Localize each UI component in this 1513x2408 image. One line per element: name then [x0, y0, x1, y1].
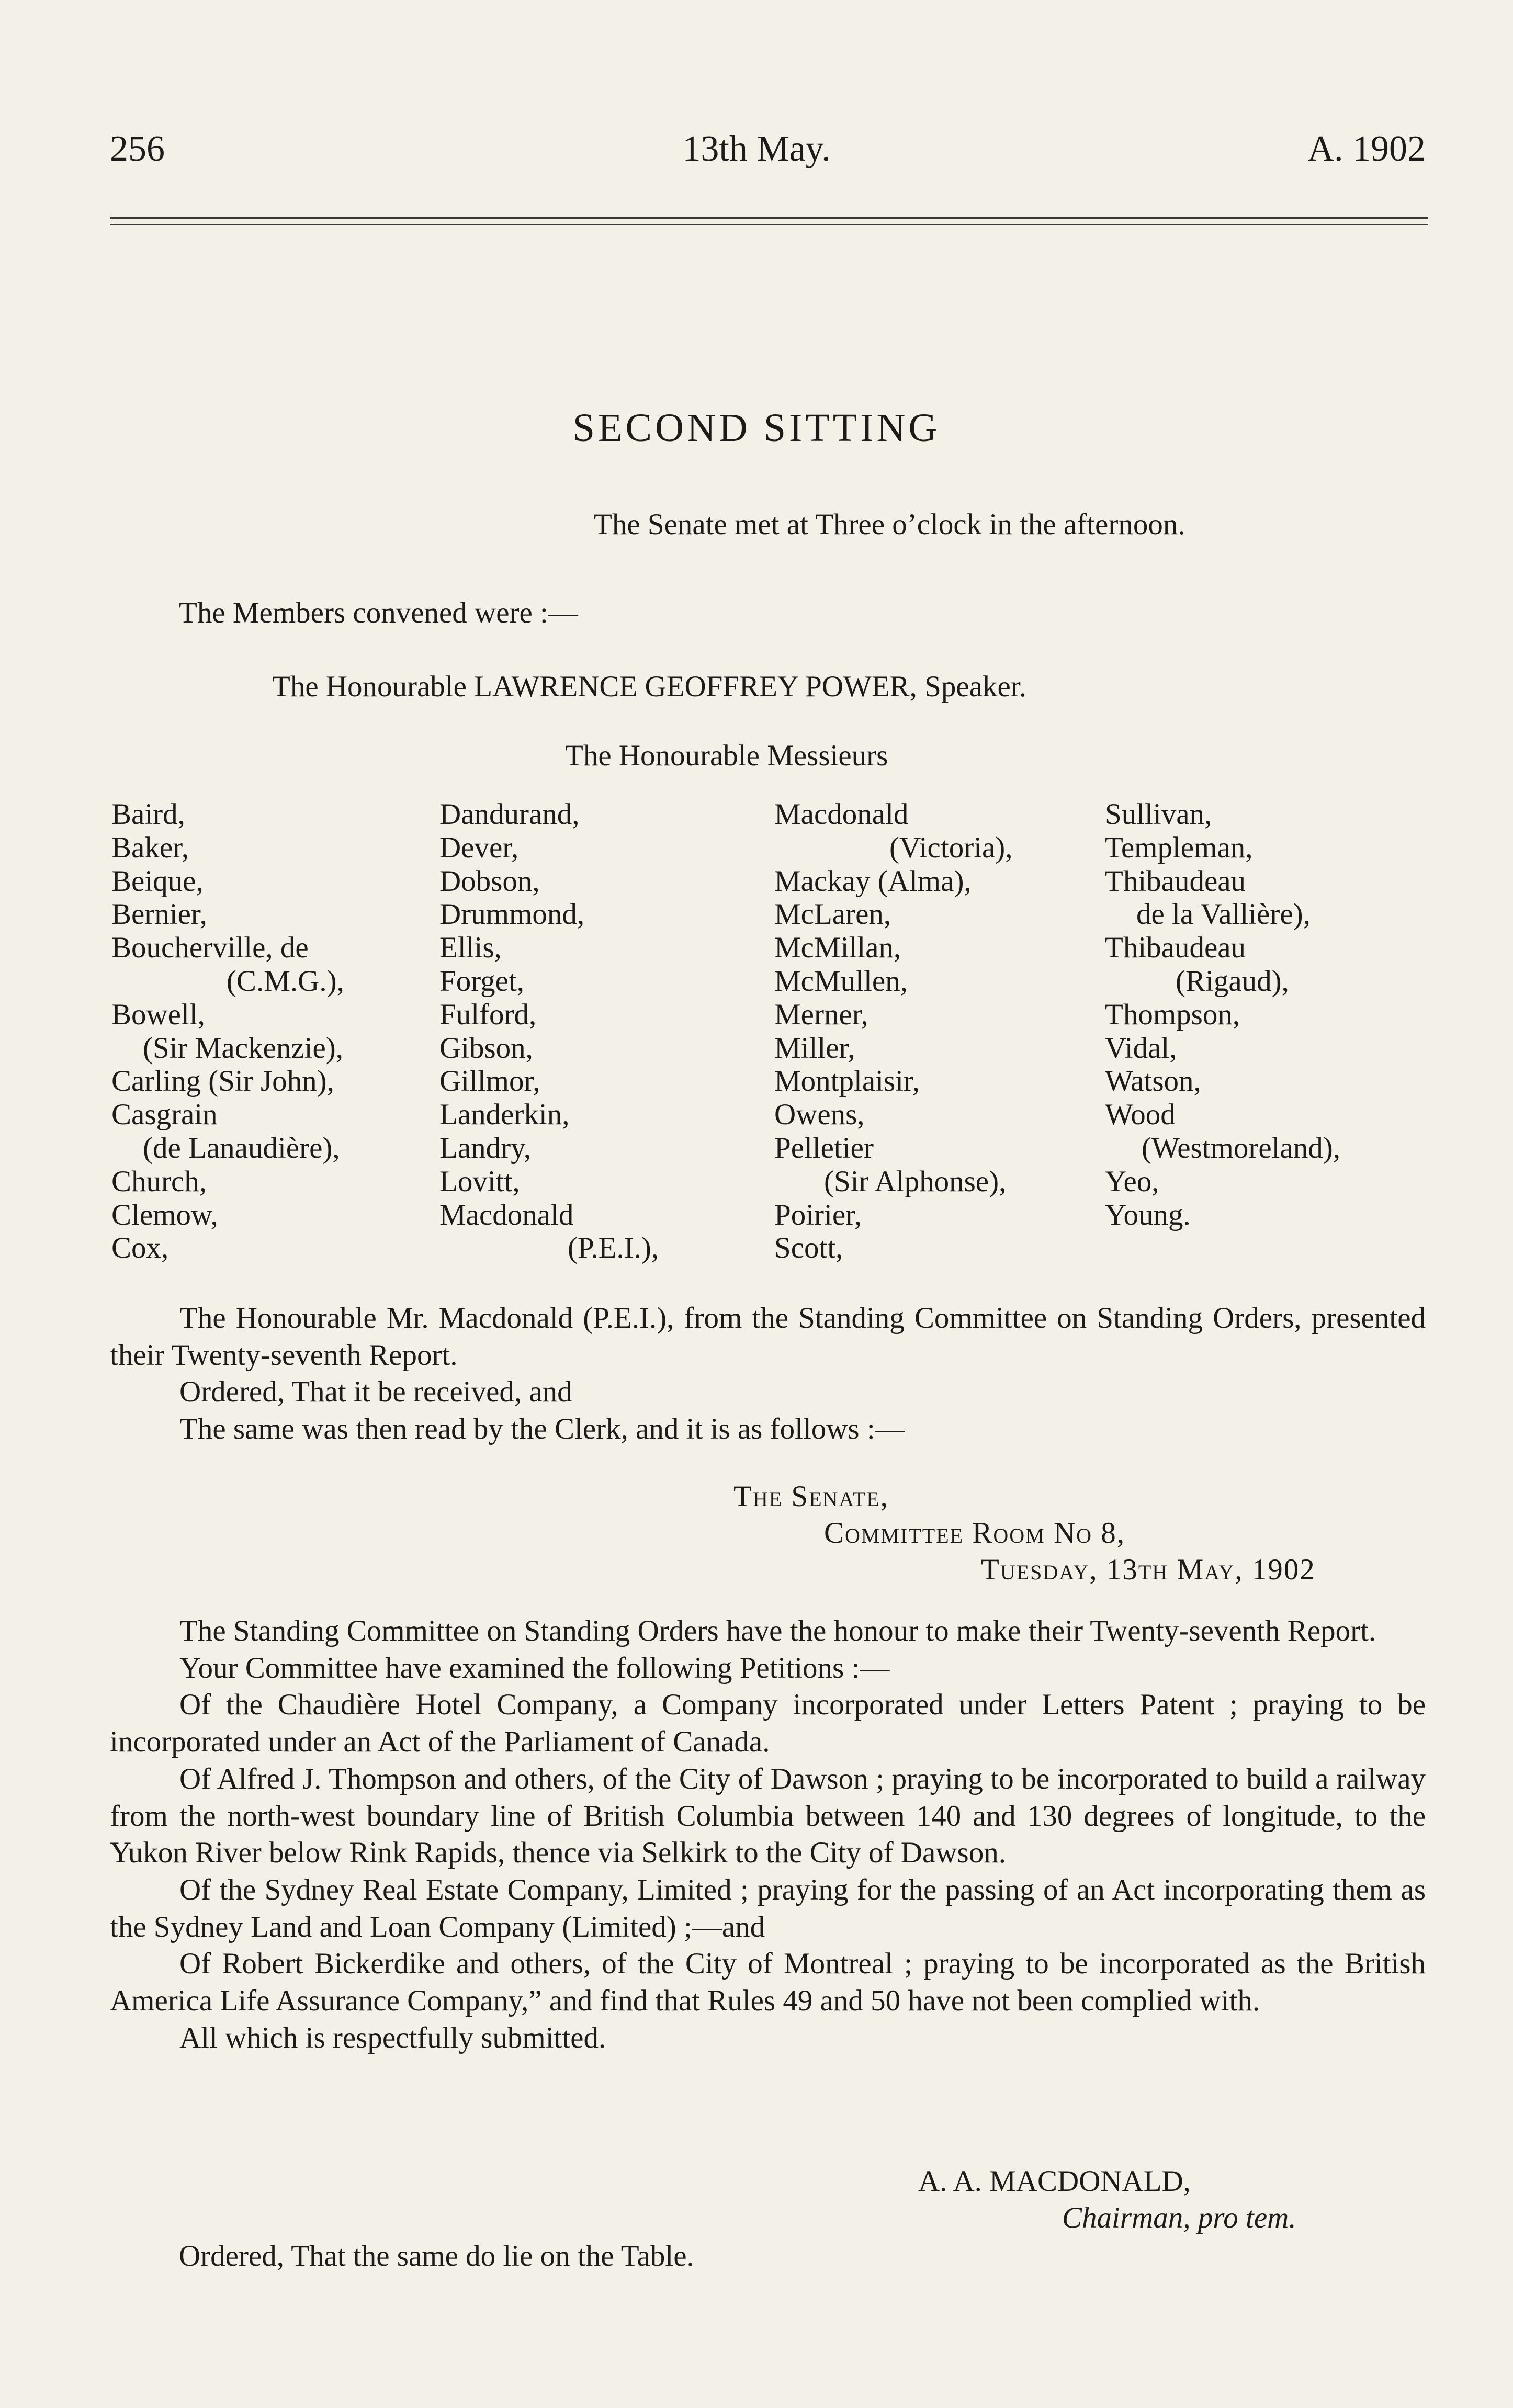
- member-name: Templeman,: [1105, 831, 1253, 864]
- member-name: Wood: [1105, 1098, 1176, 1132]
- member-name: Watson,: [1105, 1065, 1201, 1098]
- member-name: Dobson,: [439, 864, 540, 898]
- meeting-statement: The Senate met at Three o’clock in the afternoon.: [594, 508, 1185, 541]
- closing-order: Ordered, That the same do lie on the Table.: [179, 2240, 694, 2273]
- member-name: Young.: [1105, 1198, 1191, 1231]
- members-column-1: [111, 798, 344, 1265]
- member-name: McMillan,: [774, 931, 901, 965]
- member-name: Thompson,: [1105, 998, 1240, 1031]
- member-name: Macdonald: [439, 1198, 574, 1231]
- report-paragraph: The Standing Committee on Standing Orders have the honour to make their Twenty-seventh Report.: [179, 1614, 1376, 1647]
- member-name: McMullen,: [774, 964, 908, 998]
- header-rule-top: [110, 217, 1428, 219]
- member-name: Poirier,: [774, 1198, 862, 1231]
- member-name: Ellis,: [439, 931, 502, 965]
- member-name: Mackay (Alma),: [774, 864, 972, 898]
- member-name: Sullivan,: [1105, 798, 1212, 831]
- member-name: Macdonald: [774, 798, 909, 831]
- member-name: (de Lanaudière),: [143, 1131, 340, 1165]
- member-name: Dandurand,: [439, 798, 580, 831]
- member-name: Thibaudeau: [1105, 931, 1246, 965]
- read-by-clerk: The same was then read by the Clerk, and it is as follows :—: [179, 1412, 905, 1446]
- member-name: McLaren,: [774, 898, 891, 931]
- member-name: Yeo,: [1105, 1165, 1159, 1198]
- member-name: Montplaisir,: [774, 1065, 920, 1098]
- member-name: (Westmoreland),: [1142, 1131, 1341, 1165]
- member-name: Miller,: [774, 1031, 855, 1065]
- member-name: Pelletier: [774, 1131, 874, 1165]
- report-paragraph: Of the Sydney Real Estate Company, Limited ; praying for the passing of an Act incorporating them as the Sydney Land and Loan Company (Limited) ;—and: [110, 1873, 1426, 1943]
- member-name: Owens,: [774, 1098, 865, 1132]
- member-name: Beique,: [111, 864, 204, 898]
- report-paragraph: Of the Chaudière Hotel Company, a Company incorporated under Letters Patent ; praying to be incorporated under an Act of the Parliament of Canada.: [110, 1688, 1426, 1759]
- member-name: (P.E.I.),: [568, 1231, 659, 1265]
- member-name: Vidal,: [1105, 1031, 1177, 1065]
- signature-title: Chairman, pro tem.: [1062, 2201, 1296, 2234]
- section-title: SECOND SITTING: [572, 406, 941, 450]
- member-name: Baird,: [111, 798, 185, 831]
- messieurs-heading: The Honourable Messieurs: [565, 739, 888, 772]
- report-paragraph: Of Alfred J. Thompson and others, of the City of Dawson ; praying to be incorporated to build a railway from the north-west boundary line of British Columbia between 140 and 130 degrees of longitude, to the Yukon River below Rink Rapids, thence via Selkirk to the City of Dawson.: [110, 1762, 1426, 1870]
- report-intro: [110, 1300, 1426, 1448]
- members-column-2: [439, 798, 659, 1265]
- order-received: Ordered, That it be received, and: [179, 1375, 572, 1409]
- members-convened: The Members convened were :—: [179, 596, 578, 629]
- member-name: Bowell,: [111, 998, 205, 1031]
- page-year: A. 1902: [1307, 129, 1426, 169]
- member-name: Forget,: [439, 964, 525, 998]
- member-name: Bernier,: [111, 898, 207, 931]
- member-name: Baker,: [111, 831, 189, 864]
- members-column-3: [774, 798, 1013, 1265]
- member-name: Gibson,: [439, 1031, 533, 1065]
- member-name: Dever,: [439, 831, 519, 864]
- member-name: Casgrain: [111, 1098, 218, 1132]
- member-name: de la Vallière),: [1136, 898, 1311, 931]
- member-name: Cox,: [111, 1231, 169, 1265]
- report-body: [110, 1613, 1426, 2056]
- member-name: Carling (Sir John),: [111, 1065, 334, 1098]
- member-name: Boucherville, de: [111, 931, 309, 965]
- signature-name: A. A. MACDONALD,: [918, 2165, 1191, 2198]
- member-name: (Rigaud),: [1176, 964, 1289, 998]
- address-date: Tuesday, 13th May, 1902: [981, 1553, 1316, 1586]
- member-name: Clemow,: [111, 1198, 218, 1231]
- member-name: Landry,: [439, 1131, 532, 1165]
- report-paragraph: Your Committee have examined the following Petitions :—: [179, 1651, 890, 1685]
- member-name: (C.M.G.),: [227, 964, 344, 998]
- member-name: (Sir Mackenzie),: [143, 1031, 343, 1065]
- member-name: Landerkin,: [439, 1098, 570, 1132]
- page-date: 13th May.: [682, 129, 831, 169]
- members-column-4: [1105, 798, 1340, 1231]
- address-committee-room: Committee Room No 8,: [824, 1517, 1126, 1550]
- member-name: Gillmor,: [439, 1065, 540, 1098]
- member-name: Merner,: [774, 998, 868, 1031]
- speaker-line: The Honourable LAWRENCE GEOFFREY POWER, Speaker.: [272, 670, 1026, 703]
- header-rule-bottom: [110, 224, 1428, 225]
- member-name: Thibaudeau: [1105, 864, 1246, 898]
- report-presented: The Honourable Mr. Macdonald (P.E.I.), from the Standing Committee on Standing Orders, presented their Twenty-seventh Report.: [110, 1302, 1426, 1372]
- report-paragraph: All which is respectfully submitted.: [179, 2021, 606, 2054]
- member-name: Fulford,: [439, 998, 537, 1031]
- member-name: (Sir Alphonse),: [824, 1165, 1007, 1198]
- report-paragraph: Of Robert Bickerdike and others, of the City of Montreal ; praying to be incorporated as the British America Life Assurance Company,” and find that Rules 49 and 50 have not been complied with.: [110, 1947, 1426, 2018]
- member-name: Lovitt,: [439, 1165, 520, 1198]
- member-name: Church,: [111, 1165, 207, 1198]
- member-name: Drummond,: [439, 898, 585, 931]
- member-name: Scott,: [774, 1231, 843, 1265]
- page-number: 256: [110, 129, 165, 169]
- member-name: (Victoria),: [889, 831, 1013, 864]
- address-senate: The Senate,: [733, 1480, 889, 1513]
